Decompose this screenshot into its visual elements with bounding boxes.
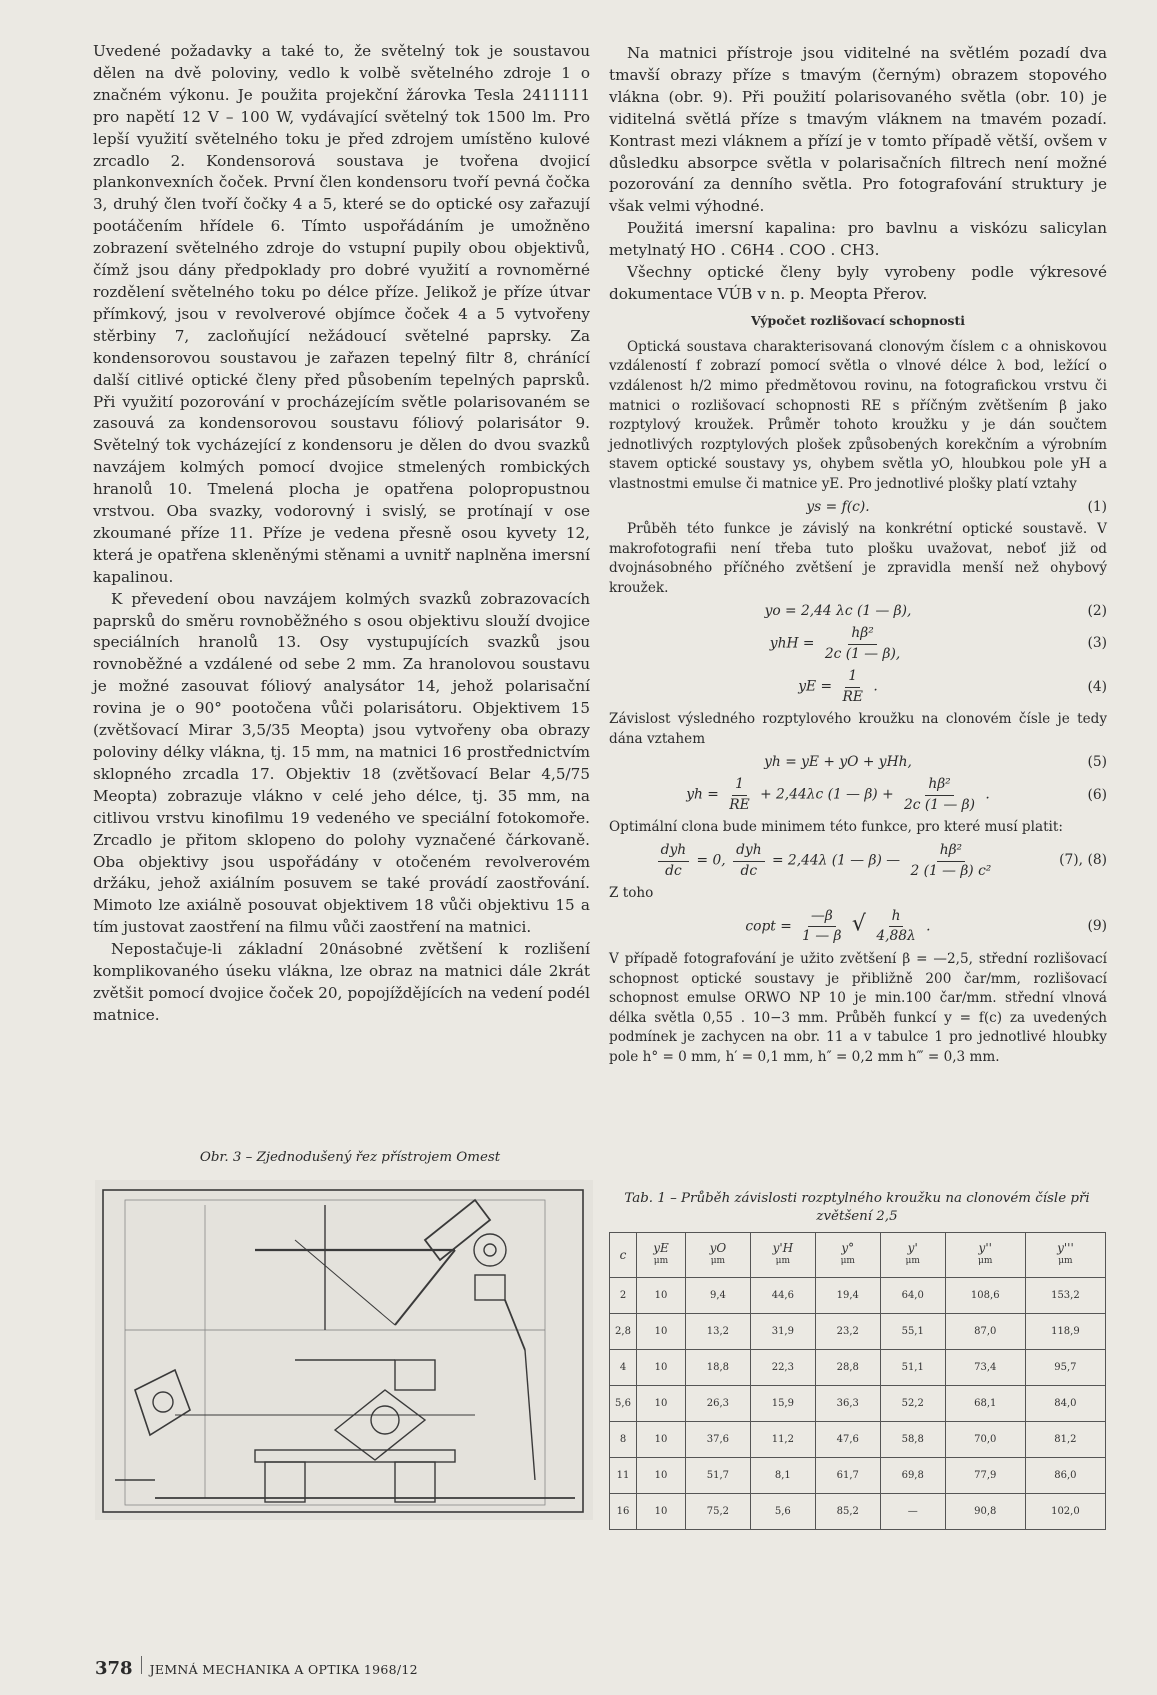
table-cell: 58,8 <box>880 1422 945 1458</box>
table-row <box>610 1386 1106 1422</box>
table-cell: 11,2 <box>750 1422 815 1458</box>
equation-4: yE = $\frac{1}{RE}$ . (4) <box>798 668 1107 705</box>
table-cell: 52,2 <box>880 1386 945 1422</box>
table-cell: 22,3 <box>750 1350 815 1386</box>
table-cell: 86,0 <box>1025 1458 1105 1494</box>
equation-3: yhH = $\frac{\text{hβ²}}{2c (1 — \beta),}$ (3) <box>769 625 1107 662</box>
table-body <box>610 1278 1106 1530</box>
table-cell: 69,8 <box>880 1458 945 1494</box>
table-cell: 8 <box>610 1422 637 1458</box>
equation-7-8: $\frac{\text{dyh}}{dc}$ = 0, $\frac{\text{dyh}}{dc}$ = 2,44λ (1 — β) — $\frac{\text{hβ²}}{\text{2 (1 — β) c²}}$ (7), (8) <box>609 841 1107 881</box>
table-cell: 70,0 <box>945 1422 1025 1458</box>
table-row <box>610 1278 1106 1314</box>
table-cell: 2,8 <box>610 1314 637 1350</box>
table-cell: 64,0 <box>880 1278 945 1314</box>
paragraph: K převedení obou navzájem kolmých svazků zobrazovacích paprsků do směru rovnoběžného s osou objektivu slouží dvojice speciálních hranolů 13. Osy vystupujících svazků jsou rovnoběžné a vzdálené od sebe 2 mm. Za hranolovou soustavu je možné zasouvat fóliový analysátor 14, jehož polarisační rovina je o 90° pootočena vůči polarisátoru. Objektivem 15 (zvětšovací Mirar 3,5/35 Meopta) jsou vytvořeny oba obrazy poloviny délky vlákna, tj. 15 mm, na matnici 16 prostřednictvím sklopného zrcadla 17. Objektiv 18 (zvětšovací Belar 4,5/75 Meopta) zobrazuje vlákno v celé jeho délce, tj. 35 mm, na citlivou vrstvu kinofilmu 19 vedeného ve speciální fotokomoře. Zrcadlo je přitom sklopeno do polohy vyznačené čárkovaně. Oba objektivy jsou uspořádány v otočeném revolverovém držáku, jehož axiálním posuvem se také provádí zaostřování. Mimoto lze axiálně posouvat objektivem 18 vůči objektivu 15 a tím justovat zaostření na filmu vůči zaostření na matnici. <box>93 589 590 937</box>
equation-1: ys = f(c). (1) <box>806 498 1107 515</box>
table-cell: 26,3 <box>685 1386 750 1422</box>
table-cell: 28,8 <box>815 1350 880 1386</box>
table-cell: 23,2 <box>815 1314 880 1350</box>
table-cell: 44,6 <box>750 1278 815 1314</box>
paragraph: Průběh této funkce je závislý na konkrétní optické soustavě. V makrofotografii není třeba tuto plošku uvažovat, neboť již od dvojnásobného příčného zvětšení je zpravidla menší než ohybový kroužek. <box>609 521 1107 596</box>
footer-divider <box>141 1656 142 1674</box>
table-cell: 153,2 <box>1025 1278 1105 1314</box>
paragraph: Optická soustava charakterisovaná clonovým číslem c a ohniskovou vzdáleností f zobrazí pomocí světla o vlnové délce λ bod, ležící o vzdálenost h/2 mimo předmětovou rovinu, na fotografickou vrstvu či matnici o rozlišovací schopnosti RE s příčným zvětšením β jako rozptylový kroužek. Průměr tohoto kroužku y je dán součtem jednotlivých rozptylových plošek způsobených korekčním a výrobním stavem optické soustavy ys, ohybem světla yO, hloubkou pole yH a vlastnostmi emulse či matnice yE. Pro jednotlivé plošky platí vztahy <box>609 338 1107 492</box>
calculation-section <box>609 338 1107 1068</box>
paragraph: Na matnici přístroje jsou viditelné na světlém pozadí dva tmavší obrazy příze s tmavým (černým) obrazem stopového vlákna (obr. 9). Při použití polarisovaného světla (obr. 10) je viditelná světlá příze s tmavým vláknem na tmavém pozadí. Kontrast mezi vláknem a přízí je v tomto případě větší, ovšem v důsledku absorpce světla v polarisačních filtrech není možné pozorování za denního světla. Pro fotografování struktury je však velmi výhodné. <box>609 44 1107 216</box>
table-row <box>610 1314 1106 1350</box>
left-column <box>93 41 590 1027</box>
table-cell: 51,7 <box>685 1458 750 1494</box>
page-footer <box>95 1656 418 1679</box>
table-cell: 102,0 <box>1025 1494 1105 1530</box>
table-cell: 15,9 <box>750 1386 815 1422</box>
table-cell: 73,4 <box>945 1350 1025 1386</box>
table-cell: 87,0 <box>945 1314 1025 1350</box>
table-cell: 108,6 <box>945 1278 1025 1314</box>
paragraph: Závislost výsledného rozptylového kroužku na clonovém čísle je tedy dána vztahem <box>609 711 1107 748</box>
equation-5: yh = yE + yO + yHh, (5) <box>764 753 1107 770</box>
table-cell: 4 <box>610 1350 637 1386</box>
section-heading: Výpočet rozlišovací schopnosti <box>751 312 965 328</box>
table-row <box>610 1458 1106 1494</box>
instrument-cross-section-figure <box>95 1180 593 1520</box>
equation-9: copt = $\frac{—\beta}{1 — \beta}$ √ $\frac{h}{4,88\lambda}$ . (9) <box>745 907 1107 945</box>
table-cell: 95,7 <box>1025 1350 1105 1386</box>
data-table <box>609 1232 1106 1530</box>
table-cell: 11 <box>610 1458 637 1494</box>
table-cell: 10 <box>637 1350 686 1386</box>
table-cell: 19,4 <box>815 1278 880 1314</box>
table-cell: 37,6 <box>685 1422 750 1458</box>
table-cell: 81,2 <box>1025 1422 1105 1458</box>
table-cell: 84,0 <box>1025 1386 1105 1422</box>
table-cell: 31,9 <box>750 1314 815 1350</box>
column-header: c <box>610 1233 637 1278</box>
table-cell: 10 <box>637 1494 686 1530</box>
table-row <box>610 1422 1106 1458</box>
table-cell: 55,1 <box>880 1314 945 1350</box>
table-cell: 10 <box>637 1386 686 1422</box>
table-cell: 68,1 <box>945 1386 1025 1422</box>
table-cell: 90,8 <box>945 1494 1025 1530</box>
table-cell: 51,1 <box>880 1350 945 1386</box>
paragraph: Uvedené požadavky a také to, že světelný tok je soustavou dělen na dvě poloviny, vedlo k volbě světelného zdroje 1 o značném výkonu. Je použita projekční žárovka Tesla 2411111 pro napětí 12 V – 100 W, vydávající světelný tok 1500 lm. Pro lepší využití světelného toku je před zdrojem umístěno kulové zrcadlo 2. Kondensorová soustava je tvořena dvojicí plankonvexních čoček. První člen kondensoru tvoří pevná čočka 3, druhý člen tvoří čočky 4 a 5, které se do optické osy zařazují pootáčením hřídele 6. Tímto uspořádáním je umožněno zobrazení světelného zdroje do vstupní pupily obou objektivů, čímž jsou dány předpoklady pro dobré využití a rovnoměrné rozdělení světelného toku po délce příze. Jelikož je příze útvar přímkový, jsou v revolverové objímce čoček 4 a 5 vytvořeny stěrbiny 7, zacloňující nežádoucí světelné paprsky. Za kondensorovou soustavou je zařazen tepelný filtr 8, chránící další citlivé optické členy před působením tepelných paprsků. Při využití pozorování v procházejícím světle polarisovaném se zasouvá za kondensorovou soustavu fóliový polarisátor 9. Světelný tok vycházející z kondensoru je dělen do dvou svazků navzájem kolmých pomocí dvojice stmelených rombických hranolů 10. Tmelená plocha je opatřena polopropustnou vrstvou. Oba svazky, vodorovný i svislý, se protínají v ose zkoumané příze 11. Příze je vedena přesně osou kyvety 12, která je opatřena skleněnými stěnami a uvnitř naplněna imersní kapalinou. <box>93 42 590 586</box>
page-number: 378 <box>95 1658 133 1679</box>
journal-name: JEMNÁ MECHANIKA A OPTIKA 1968/12 <box>149 1662 418 1677</box>
table-cell: 10 <box>637 1278 686 1314</box>
table-cell: 5,6 <box>750 1494 815 1530</box>
table-caption: Tab. 1 – Průběh závislosti rozptylného kroužku na clonovém čísle při zvětšení 2,5 <box>624 1191 1090 1224</box>
table-cell: 13,2 <box>685 1314 750 1350</box>
table-cell: 75,2 <box>685 1494 750 1530</box>
table-cell: 77,9 <box>945 1458 1025 1494</box>
table-row <box>610 1350 1106 1386</box>
instrument-drawing <box>95 1180 593 1520</box>
equation-6: yh = $\frac{1}{RE}$ + 2,44λc (1 — β) + $\frac{\text{hβ²}}{2c (1 — \beta)}$ . (6) <box>686 776 1107 813</box>
column-header: y'H μm <box>750 1233 815 1278</box>
table-cell: 118,9 <box>1025 1314 1105 1350</box>
figure-caption: Obr. 3 – Zjednodušený řez přístrojem Omest <box>199 1150 501 1165</box>
table-cell: 9,4 <box>685 1278 750 1314</box>
table-row <box>610 1494 1106 1530</box>
table-cell: 8,1 <box>750 1458 815 1494</box>
table-cell: — <box>880 1494 945 1530</box>
paragraph: Z toho <box>609 885 654 902</box>
paragraph: Nepostačuje-li základní 20násobné zvětšení k rozlišení komplikovaného úseku vlákna, lze obraz na matnici dále 2krát zvětšit pomocí dvojice čoček 20, popojíždějících na vedení podél matnice. <box>93 940 590 1024</box>
column-header: y° μm <box>815 1233 880 1278</box>
paragraph: Všechny optické členy byly vyrobeny podle výkresové dokumentace VÚB v n. p. Meopta Přerov. <box>609 263 1107 303</box>
right-column <box>609 43 1107 1068</box>
column-header: y''' μm <box>1025 1233 1105 1278</box>
table-cell: 10 <box>637 1458 686 1494</box>
table-header-row <box>610 1233 1106 1278</box>
table-cell: 5,6 <box>610 1386 637 1422</box>
table-cell: 85,2 <box>815 1494 880 1530</box>
table-cell: 10 <box>637 1422 686 1458</box>
column-header: y'' μm <box>945 1233 1025 1278</box>
paragraph: Použitá imersní kapalina: pro bavlnu a viskózu salicylan metylnatý HO . C6H4 . COO . CH3. <box>609 219 1107 260</box>
paragraph: Optimální clona bude minimem této funkce, pro které musí platit: <box>609 819 1063 836</box>
paragraph: V případě fotografování je užito zvětšení β = —2,5, střední rozlišovací schopnost optické soustavy je přibližně 200 čar/mm, rozlišovací schopnost emulse ORWO NP 10 je min.100 čar/mm. střední vlnová délka světla 0,55 . 10−3 mm. Průběh funkcí y = f(c) za uvedených podmínek je zachycen na obr. 11 a v tabulce 1 pro jednotlivé hloubky pole h° = 0 mm, h′ = 0,1 mm, h″ = 0,2 mm h‴ = 0,3 mm. <box>609 951 1107 1065</box>
table-cell: 2 <box>610 1278 637 1314</box>
table-cell: 16 <box>610 1494 637 1530</box>
column-header: yE μm <box>637 1233 686 1278</box>
table-cell: 10 <box>637 1314 686 1350</box>
column-header: y' μm <box>880 1233 945 1278</box>
table-cell: 18,8 <box>685 1350 750 1386</box>
equation-2: yo = 2,44 λc (1 — β), (2) <box>764 602 1107 619</box>
column-header: yO μm <box>685 1233 750 1278</box>
table-cell: 61,7 <box>815 1458 880 1494</box>
table-cell: 36,3 <box>815 1386 880 1422</box>
table-cell: 47,6 <box>815 1422 880 1458</box>
